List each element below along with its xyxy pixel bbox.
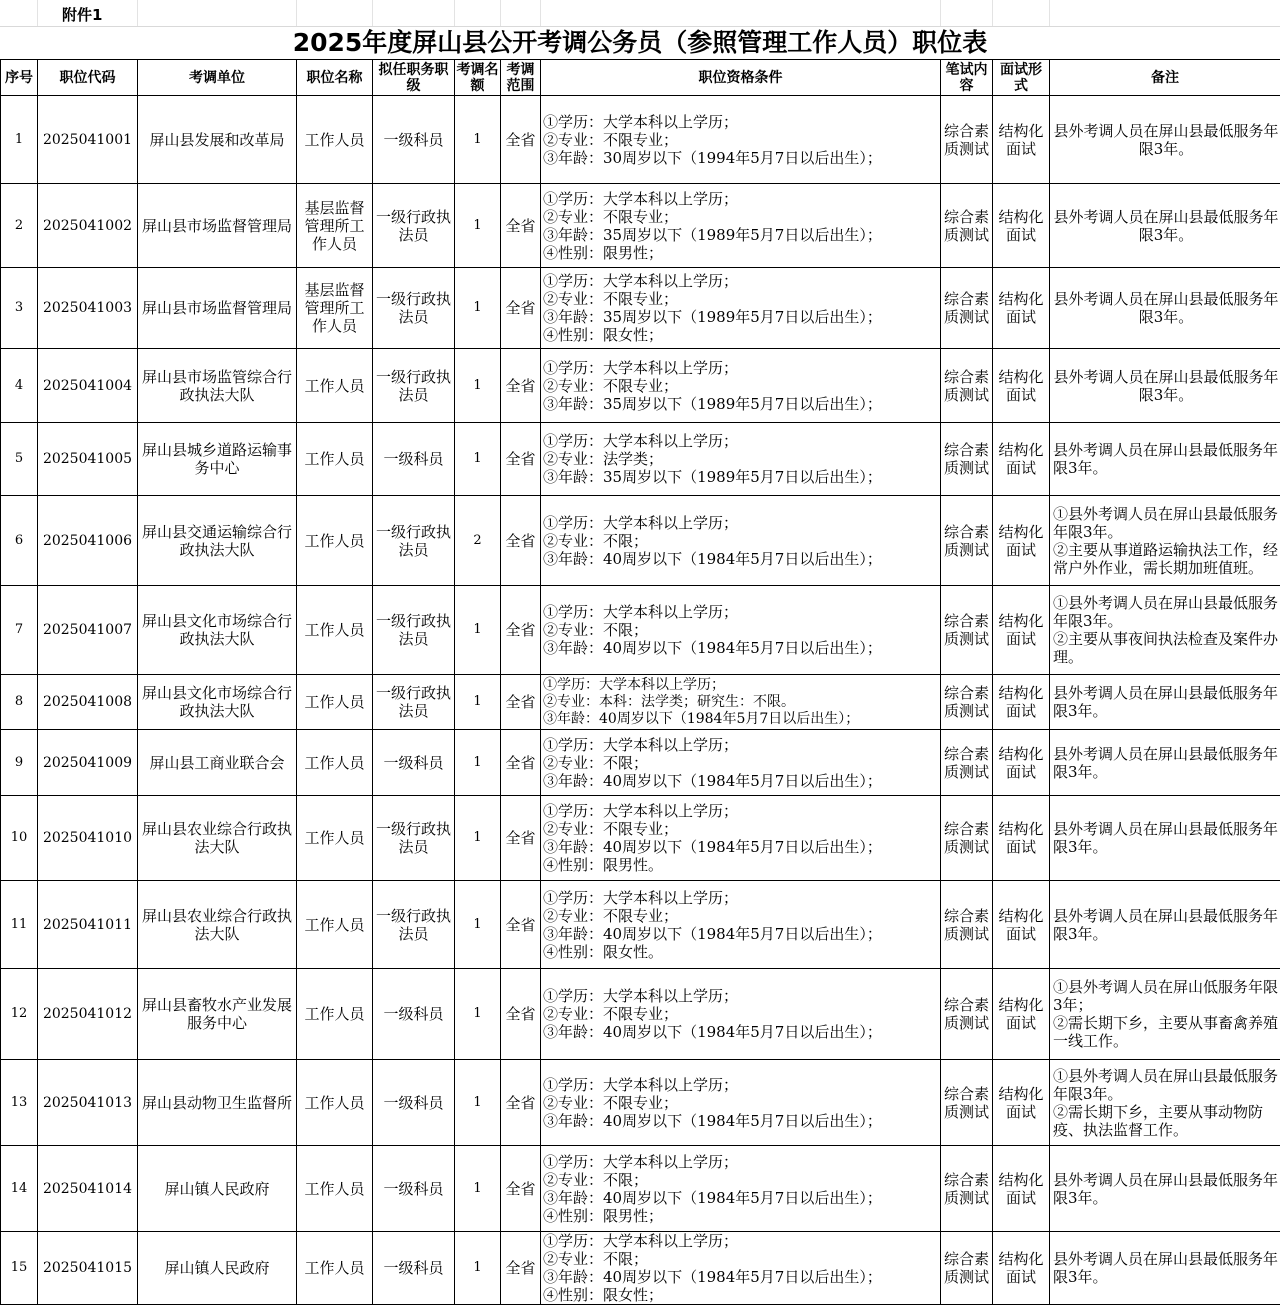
table-row xyxy=(1,796,1280,881)
cell-scope: 全省 xyxy=(501,268,541,349)
cell-requirements xyxy=(541,184,941,268)
cell-unit: 屏山县城乡道路运输事务中心 xyxy=(138,423,297,496)
cell-scope: 全省 xyxy=(501,496,541,586)
cell-requirements-line: ④性别：限男性。 xyxy=(543,856,664,874)
cell-requirements xyxy=(541,969,941,1060)
cell-requirements-line: ①学历：大学本科以上学历； xyxy=(543,432,739,450)
cell-unit: 屏山县发展和改革局 xyxy=(138,96,297,184)
cell-requirements-line: ①学历：大学本科以上学历； xyxy=(543,272,739,290)
cell-requirements-line: ②专业：不限； xyxy=(543,531,649,550)
cell-requirements-line: ②专业：不限专业； xyxy=(543,290,679,308)
cell-position: 工作人员 xyxy=(297,675,373,730)
cell-requirements-line: ②专业：不限专业； xyxy=(543,207,679,226)
spreadsheet-top-row xyxy=(0,0,1280,27)
cell-quota: 1 xyxy=(455,730,501,796)
table-row xyxy=(1,268,1280,349)
cell-unit: 屏山县文化市场综合行政执法大队 xyxy=(138,586,297,675)
cell-quota: 1 xyxy=(455,1060,501,1146)
cell-rank: 一级行政执法员 xyxy=(373,184,455,268)
cell-requirements xyxy=(541,423,941,496)
cell-requirements-line: ③年龄：40周岁以下（1984年5月7日以后出生）； xyxy=(543,1023,882,1041)
cell-position: 工作人员 xyxy=(297,796,373,881)
cell-code: 2025041010 xyxy=(38,796,138,881)
cell-remarks-line: 县外考调人员在屏山县最低服务年限3年。 xyxy=(1053,121,1279,158)
cell-requirements xyxy=(541,586,941,675)
cell-requirements-line: ②专业：不限专业； xyxy=(543,820,679,838)
cell-interview: 结构化面试 xyxy=(993,496,1050,586)
cell-requirements xyxy=(541,268,941,349)
cell-exam: 综合素质测试 xyxy=(941,96,993,184)
cell-rank: 一级科员 xyxy=(373,1232,455,1305)
cell-requirements-line: ④性别：限男性； xyxy=(543,1206,664,1225)
table-row xyxy=(1,730,1280,796)
cell-requirements-line: ②专业：不限专业； xyxy=(543,130,679,149)
cell-code: 2025041007 xyxy=(38,586,138,675)
cell-rank: 一级行政执法员 xyxy=(373,675,455,730)
cell-requirements-line: ②专业：不限； xyxy=(543,1250,649,1268)
cell-remarks-line: ①县外考调人员在屏山县最低服务年限3年。 xyxy=(1053,504,1279,541)
cell-code: 2025041014 xyxy=(38,1146,138,1232)
cell-remarks-line: 县外考调人员在屏山县最低服务年限3年。 xyxy=(1053,367,1279,404)
cell-requirements-line: ③年龄：40周岁以下（1984年5月7日以后出生）； xyxy=(543,549,882,568)
cell-no: 4 xyxy=(1,349,38,423)
cell-quota: 1 xyxy=(455,96,501,184)
table-row xyxy=(1,1146,1280,1232)
cell-requirements-line: ③年龄：40周岁以下（1984年5月7日以后出生）； xyxy=(543,1111,882,1130)
cell-requirements xyxy=(541,796,941,881)
cell-quota: 1 xyxy=(455,268,501,349)
cell-interview: 结构化面试 xyxy=(993,1060,1050,1146)
cell-no: 7 xyxy=(1,586,38,675)
cell-scope: 全省 xyxy=(501,1232,541,1305)
cell-code: 2025041005 xyxy=(38,423,138,496)
header-code: 职位代码 xyxy=(38,60,138,96)
cell-rank: 一级行政执法员 xyxy=(373,586,455,675)
cell-requirements-line: ①学历：大学本科以上学历； xyxy=(543,358,739,377)
cell-requirements-line: ④性别：限女性。 xyxy=(543,942,664,961)
cell-remarks xyxy=(1050,349,1280,423)
cell-interview: 结构化面试 xyxy=(993,268,1050,349)
cell-requirements xyxy=(541,730,941,796)
cell-no: 3 xyxy=(1,268,38,349)
cell-remarks xyxy=(1050,184,1280,268)
cell-code: 2025041006 xyxy=(38,496,138,586)
cell-requirements-line: ②专业：不限专业； xyxy=(543,906,679,925)
cell-requirements-line: ①学历：大学本科以上学历； xyxy=(543,802,739,820)
cell-scope: 全省 xyxy=(501,881,541,969)
cell-exam: 综合素质测试 xyxy=(941,1146,993,1232)
cell-requirements-line: ③年龄：40周岁以下（1984年5月7日以后出生）； xyxy=(543,1188,882,1207)
cell-no: 12 xyxy=(1,969,38,1060)
cell-requirements xyxy=(541,881,941,969)
cell-scope: 全省 xyxy=(501,349,541,423)
cell-rank: 一级行政执法员 xyxy=(373,881,455,969)
cell-rank: 一级行政执法员 xyxy=(373,796,455,881)
cell-remarks xyxy=(1050,268,1280,349)
cell-exam: 综合素质测试 xyxy=(941,268,993,349)
attachment-label: 附件1 xyxy=(62,6,103,24)
cell-unit: 屏山县市场监管综合行政执法大队 xyxy=(138,349,297,423)
cell-remarks-line: ①县外考调人员在屏山县最低服务年限3年。 xyxy=(1053,1066,1279,1103)
cell-quota: 1 xyxy=(455,586,501,675)
table-row xyxy=(1,96,1280,184)
cell-interview: 结构化面试 xyxy=(993,1232,1050,1305)
cell-interview: 结构化面试 xyxy=(993,96,1050,184)
cell-interview: 结构化面试 xyxy=(993,1146,1050,1232)
cell-scope: 全省 xyxy=(501,423,541,496)
cell-remarks xyxy=(1050,496,1280,586)
cell-remarks-line: 县外考调人员在屏山县最低服务年限3年。 xyxy=(1053,441,1279,477)
header-no: 序号 xyxy=(1,60,38,96)
cell-exam: 综合素质测试 xyxy=(941,881,993,969)
cell-position: 工作人员 xyxy=(297,969,373,1060)
cell-no: 15 xyxy=(1,1232,38,1305)
cell-requirements-line: ③年龄：35周岁以下（1989年5月7日以后出生）； xyxy=(543,308,882,326)
cell-quota: 1 xyxy=(455,796,501,881)
cell-position: 工作人员 xyxy=(297,1146,373,1232)
table-row xyxy=(1,969,1280,1060)
cell-exam: 综合素质测试 xyxy=(941,730,993,796)
cell-remarks-line: 县外考调人员在屏山县最低服务年限3年。 xyxy=(1053,684,1279,720)
cell-interview: 结构化面试 xyxy=(993,881,1050,969)
cell-requirements-line: ④性别：限女性； xyxy=(543,326,664,344)
cell-scope: 全省 xyxy=(501,1060,541,1146)
cell-requirements-line: ②专业：法学类； xyxy=(543,450,664,468)
table-row xyxy=(1,184,1280,268)
cell-remarks xyxy=(1050,423,1280,496)
cell-no: 9 xyxy=(1,730,38,796)
cell-requirements-line: ③年龄：35周岁以下（1989年5月7日以后出生）； xyxy=(543,225,882,244)
cell-remarks xyxy=(1050,96,1280,184)
header-rank: 拟任职务职级 xyxy=(373,60,455,96)
cell-exam: 综合素质测试 xyxy=(941,423,993,496)
cell-unit: 屏山镇人民政府 xyxy=(138,1232,297,1305)
cell-requirements-line: ③年龄：35周岁以下（1989年5月7日以后出生）； xyxy=(543,394,882,413)
cell-no: 13 xyxy=(1,1060,38,1146)
cell-rank: 一级行政执法员 xyxy=(373,349,455,423)
cell-unit: 屏山县交通运输综合行政执法大队 xyxy=(138,496,297,586)
cell-quota: 1 xyxy=(455,1146,501,1232)
cell-quota: 1 xyxy=(455,1232,501,1305)
cell-no: 2 xyxy=(1,184,38,268)
cell-position: 工作人员 xyxy=(297,349,373,423)
cell-requirements-line: ②专业：不限； xyxy=(543,1170,649,1189)
cell-quota: 1 xyxy=(455,423,501,496)
header-requirements: 职位资格条件 xyxy=(541,60,941,96)
cell-requirements-line: ③年龄：40周岁以下（1984年5月7日以后出生）； xyxy=(543,1268,882,1286)
cell-unit: 屏山县市场监督管理局 xyxy=(138,268,297,349)
cell-unit: 屏山县文化市场综合行政执法大队 xyxy=(138,675,297,730)
cell-requirements-line: ④性别：限女性； xyxy=(543,1286,664,1304)
cell-code: 2025041011 xyxy=(38,881,138,969)
header-remarks: 备注 xyxy=(1050,60,1280,96)
cell-requirements-line: ②专业：本科：法学类；研究生：不限。 xyxy=(543,693,795,710)
cell-quota: 1 xyxy=(455,349,501,423)
cell-rank: 一级科员 xyxy=(373,730,455,796)
cell-remarks-line: 县外考调人员在屏山县最低服务年限3年。 xyxy=(1053,906,1279,943)
cell-requirements-line: ①学历：大学本科以上学历； xyxy=(543,603,739,621)
cell-requirements-line: ③年龄：40周岁以下（1984年5月7日以后出生）； xyxy=(543,710,860,727)
cell-requirements-line: ①学历：大学本科以上学历； xyxy=(543,1152,739,1171)
cell-exam: 综合素质测试 xyxy=(941,349,993,423)
cell-remarks xyxy=(1050,881,1280,969)
cell-remarks-line: 县外考调人员在屏山县最低服务年限3年。 xyxy=(1053,290,1279,326)
cell-requirements xyxy=(541,1146,941,1232)
positions-table xyxy=(0,59,1280,1305)
cell-unit: 屏山县市场监督管理局 xyxy=(138,184,297,268)
cell-remarks xyxy=(1050,796,1280,881)
table-row xyxy=(1,423,1280,496)
cell-rank: 一级行政执法员 xyxy=(373,268,455,349)
cell-exam: 综合素质测试 xyxy=(941,496,993,586)
cell-requirements-line: ③年龄：35周岁以下（1989年5月7日以后出生）； xyxy=(543,468,882,486)
cell-requirements-line: ①学历：大学本科以上学历； xyxy=(543,189,739,208)
cell-code: 2025041001 xyxy=(38,96,138,184)
cell-requirements-line: ②专业：不限专业； xyxy=(543,376,679,395)
cell-interview: 结构化面试 xyxy=(993,796,1050,881)
cell-scope: 全省 xyxy=(501,675,541,730)
cell-requirements xyxy=(541,675,941,730)
table-row xyxy=(1,496,1280,586)
cell-quota: 1 xyxy=(455,675,501,730)
cell-scope: 全省 xyxy=(501,730,541,796)
cell-remarks-line: 县外考调人员在屏山县最低服务年限3年。 xyxy=(1053,820,1279,856)
cell-requirements-line: ①学历：大学本科以上学历； xyxy=(543,112,739,131)
cell-unit: 屏山县工商业联合会 xyxy=(138,730,297,796)
cell-remarks xyxy=(1050,1060,1280,1146)
cell-requirements xyxy=(541,1232,941,1305)
cell-remarks-line: ②主要从事道路运输执法工作，经常户外作业，需长期加班值班。 xyxy=(1053,540,1279,577)
cell-requirements-line: ②专业：不限； xyxy=(543,753,649,772)
cell-scope: 全省 xyxy=(501,96,541,184)
cell-position: 基层监督管理所工作人员 xyxy=(297,268,373,349)
cell-requirements-line: ①学历：大学本科以上学历； xyxy=(543,735,739,754)
cell-quota: 1 xyxy=(455,184,501,268)
cell-requirements xyxy=(541,349,941,423)
cell-remarks-line: 县外考调人员在屏山县最低服务年限3年。 xyxy=(1053,207,1279,244)
cell-interview: 结构化面试 xyxy=(993,184,1050,268)
cell-requirements-line: ④性别：限男性； xyxy=(543,243,664,262)
cell-requirements-line: ③年龄：30周岁以下（1994年5月7日以后出生）； xyxy=(543,148,882,167)
header-row xyxy=(1,60,1280,96)
cell-rank: 一级科员 xyxy=(373,96,455,184)
header-interview: 面试形式 xyxy=(993,60,1050,96)
cell-requirements xyxy=(541,496,941,586)
cell-exam: 综合素质测试 xyxy=(941,184,993,268)
cell-requirements-line: ①学历：大学本科以上学历； xyxy=(543,1075,739,1094)
cell-quota: 1 xyxy=(455,881,501,969)
cell-no: 14 xyxy=(1,1146,38,1232)
cell-unit: 屏山县农业综合行政执法大队 xyxy=(138,796,297,881)
table-row xyxy=(1,881,1280,969)
cell-remarks xyxy=(1050,1146,1280,1232)
cell-scope: 全省 xyxy=(501,1146,541,1232)
cell-rank: 一级行政执法员 xyxy=(373,496,455,586)
cell-code: 2025041008 xyxy=(38,675,138,730)
cell-rank: 一级科员 xyxy=(373,969,455,1060)
cell-remarks-line: 县外考调人员在屏山县最低服务年限3年。 xyxy=(1053,744,1279,781)
cell-rank: 一级科员 xyxy=(373,1060,455,1146)
cell-remarks xyxy=(1050,675,1280,730)
cell-unit: 屏山县农业综合行政执法大队 xyxy=(138,881,297,969)
cell-remarks-line: ①县外考调人员在屏山低服务年限3年； xyxy=(1053,978,1279,1014)
cell-exam: 综合素质测试 xyxy=(941,969,993,1060)
table-row xyxy=(1,675,1280,730)
cell-no: 8 xyxy=(1,675,38,730)
cell-requirements-line: ①学历：大学本科以上学历； xyxy=(543,1232,739,1250)
cell-position: 工作人员 xyxy=(297,586,373,675)
cell-requirements-line: ②专业：不限专业； xyxy=(543,1093,679,1112)
cell-code: 2025041012 xyxy=(38,969,138,1060)
cell-requirements xyxy=(541,96,941,184)
cell-requirements-line: ①学历：大学本科以上学历； xyxy=(543,987,739,1005)
cell-interview: 结构化面试 xyxy=(993,586,1050,675)
cell-position: 工作人员 xyxy=(297,1232,373,1305)
cell-requirements-line: ②专业：不限； xyxy=(543,621,649,639)
cell-rank: 一级科员 xyxy=(373,423,455,496)
cell-position: 工作人员 xyxy=(297,96,373,184)
cell-remarks-line: ②主要从事夜间执法检查及案件办理。 xyxy=(1053,630,1279,666)
cell-interview: 结构化面试 xyxy=(993,675,1050,730)
cell-requirements-line: ①学历：大学本科以上学历； xyxy=(543,888,739,907)
cell-requirements-line: ②专业：不限专业； xyxy=(543,1005,679,1023)
cell-scope: 全省 xyxy=(501,796,541,881)
table-row xyxy=(1,1232,1280,1305)
cell-remarks xyxy=(1050,586,1280,675)
cell-no: 6 xyxy=(1,496,38,586)
table-row xyxy=(1,586,1280,675)
cell-unit: 屏山镇人民政府 xyxy=(138,1146,297,1232)
cell-scope: 全省 xyxy=(501,586,541,675)
cell-exam: 综合素质测试 xyxy=(941,796,993,881)
cell-exam: 综合素质测试 xyxy=(941,586,993,675)
header-unit: 考调单位 xyxy=(138,60,297,96)
cell-unit: 屏山县畜牧水产业发展服务中心 xyxy=(138,969,297,1060)
cell-code: 2025041002 xyxy=(38,184,138,268)
cell-interview: 结构化面试 xyxy=(993,730,1050,796)
cell-no: 1 xyxy=(1,96,38,184)
cell-position: 工作人员 xyxy=(297,423,373,496)
cell-interview: 结构化面试 xyxy=(993,423,1050,496)
cell-quota: 1 xyxy=(455,969,501,1060)
cell-position: 工作人员 xyxy=(297,1060,373,1146)
cell-interview: 结构化面试 xyxy=(993,969,1050,1060)
cell-position: 工作人员 xyxy=(297,496,373,586)
cell-quota: 2 xyxy=(455,496,501,586)
header-quota: 考调名额 xyxy=(456,61,499,94)
cell-code: 2025041015 xyxy=(38,1232,138,1305)
cell-no: 5 xyxy=(1,423,38,496)
cell-requirements-line: ③年龄：40周岁以下（1984年5月7日以后出生）； xyxy=(543,924,882,943)
cell-code: 2025041003 xyxy=(38,268,138,349)
cell-remarks xyxy=(1050,730,1280,796)
cell-requirements-line: ①学历：大学本科以上学历； xyxy=(543,676,725,693)
cell-exam: 综合素质测试 xyxy=(941,1232,993,1305)
cell-remarks xyxy=(1050,969,1280,1060)
cell-remarks-line: ①县外考调人员在屏山县最低服务年限3年。 xyxy=(1053,594,1279,630)
cell-exam: 综合素质测试 xyxy=(941,675,993,730)
cell-code: 2025041009 xyxy=(38,730,138,796)
cell-remarks-line: ②需长期下乡，主要从事畜禽养殖一线工作。 xyxy=(1053,1014,1279,1050)
cell-requirements-line: ③年龄：40周岁以下（1984年5月7日以后出生）； xyxy=(543,771,882,790)
page-title: 2025年度屏山县公开考调公务员（参照管理工作人员）职位表 xyxy=(0,26,1280,60)
cell-no: 10 xyxy=(1,796,38,881)
cell-position: 工作人员 xyxy=(297,881,373,969)
cell-requirements-line: ③年龄：40周岁以下（1984年5月7日以后出生）； xyxy=(543,639,882,657)
cell-code: 2025041013 xyxy=(38,1060,138,1146)
cell-requirements-line: ①学历：大学本科以上学历； xyxy=(543,513,739,532)
cell-remarks-line: 县外考调人员在屏山县最低服务年限3年。 xyxy=(1053,1170,1279,1207)
cell-position: 基层监督管理所工作人员 xyxy=(297,184,373,268)
cell-remarks xyxy=(1050,1232,1280,1305)
cell-exam: 综合素质测试 xyxy=(941,1060,993,1146)
cell-scope: 全省 xyxy=(501,184,541,268)
header-exam: 笔试内容 xyxy=(941,60,993,96)
cell-rank: 一级科员 xyxy=(373,1146,455,1232)
cell-remarks-line: 县外考调人员在屏山县最低服务年限3年。 xyxy=(1053,1250,1279,1286)
cell-code: 2025041004 xyxy=(38,349,138,423)
header-position: 职位名称 xyxy=(297,60,373,96)
cell-unit: 屏山县动物卫生监督所 xyxy=(138,1060,297,1146)
cell-requirements xyxy=(541,1060,941,1146)
cell-interview: 结构化面试 xyxy=(993,349,1050,423)
cell-remarks-line: ②需长期下乡，主要从事动物防疫、执法监督工作。 xyxy=(1053,1102,1264,1139)
table-row xyxy=(1,1060,1280,1146)
cell-scope: 全省 xyxy=(501,969,541,1060)
cell-position: 工作人员 xyxy=(297,730,373,796)
header-scope: 考调范围 xyxy=(501,60,541,96)
table-row xyxy=(1,349,1280,423)
cell-no: 11 xyxy=(1,881,38,969)
cell-requirements-line: ③年龄：40周岁以下（1984年5月7日以后出生）； xyxy=(543,838,882,856)
